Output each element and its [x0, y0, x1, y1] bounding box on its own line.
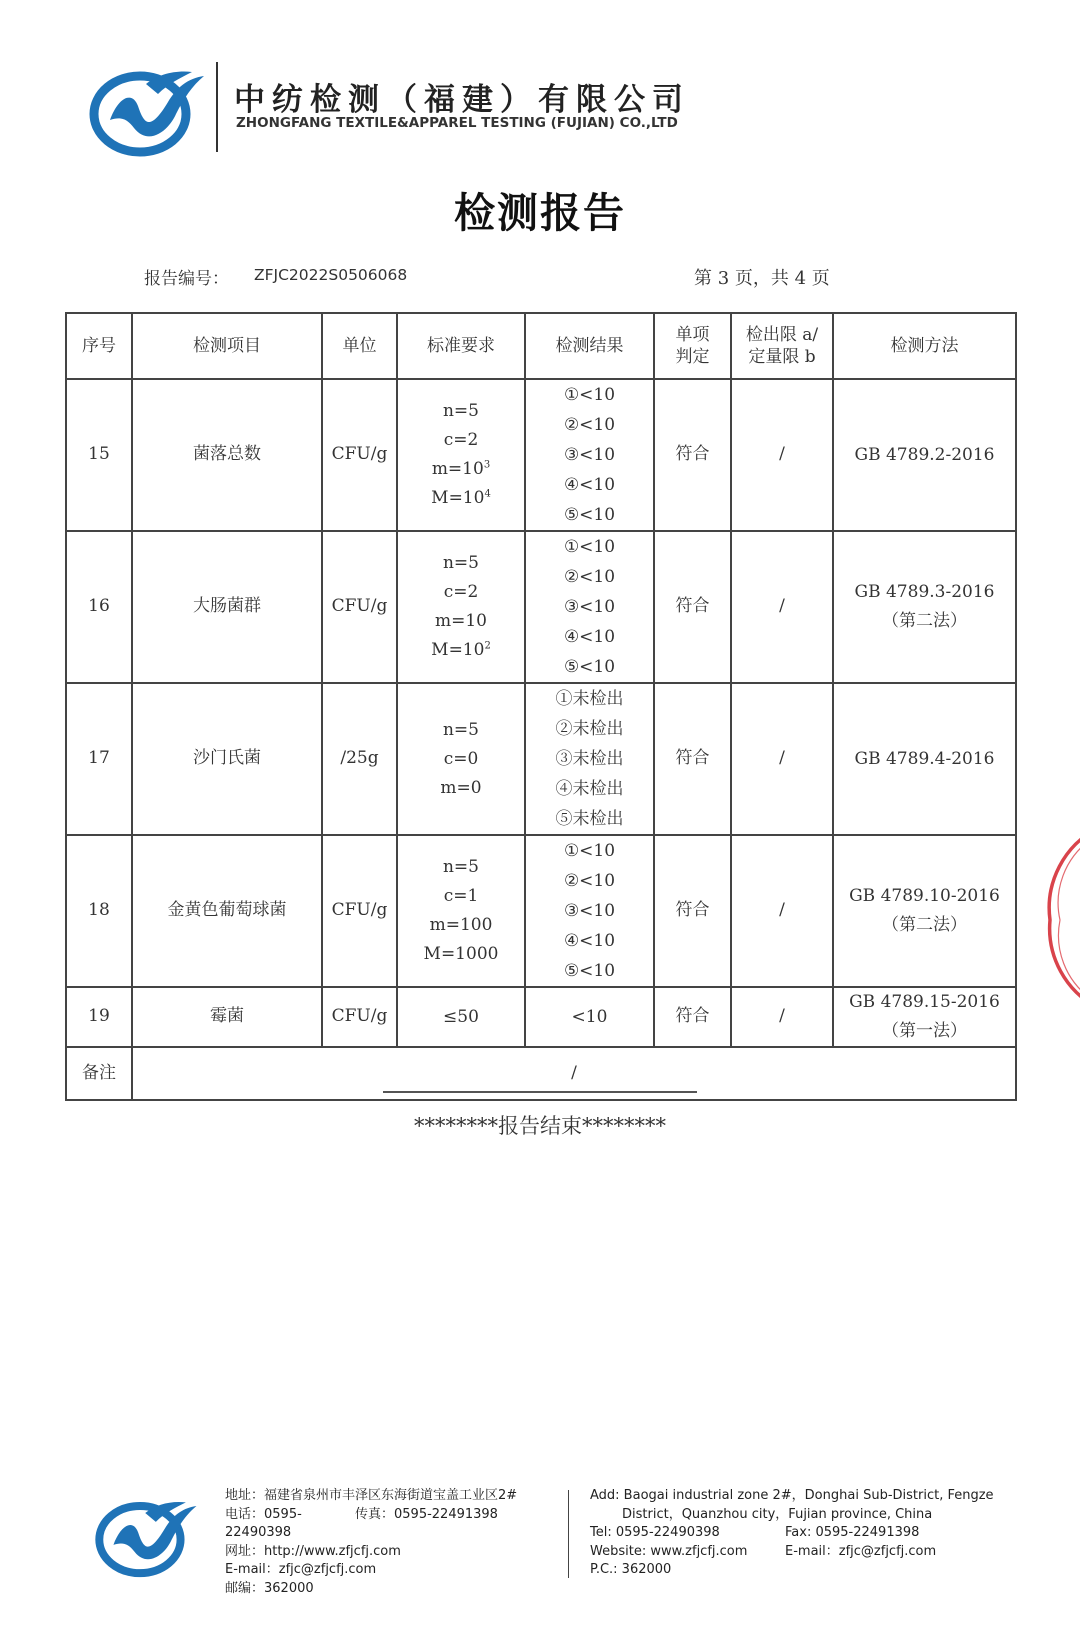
cell-result: [525, 683, 654, 835]
standard-value: n=5: [442, 857, 479, 877]
cell-standard: [397, 987, 525, 1047]
footer-tel-en: Tel: 0595-22490398: [590, 1525, 720, 1540]
cell-standard: [397, 531, 525, 683]
page-info: 第 3 页，共 4 页: [694, 268, 830, 289]
standard-value: m=0: [440, 777, 482, 798]
cell-method: [833, 379, 1016, 531]
result-value: ②<10: [563, 415, 616, 435]
method-line: （第二法）: [882, 611, 967, 631]
result-value: ③<10: [563, 597, 616, 617]
method-line: GB 4789.4-2016: [854, 748, 995, 769]
cell-item: 大肠菌群: [132, 531, 322, 683]
standard-line: [398, 774, 524, 803]
standard-line: [398, 484, 524, 513]
report-end-text: ********报告结束********: [414, 1114, 666, 1138]
table-header-row: [66, 313, 1016, 379]
result-value: ⑤<10: [563, 505, 616, 525]
standard-line: [398, 853, 524, 882]
standard-exponent: 4: [484, 488, 491, 500]
result-value: <10: [571, 1007, 608, 1027]
standard-value: m=10: [431, 459, 484, 479]
method-line: （第二法）: [882, 915, 967, 935]
table-row: [66, 531, 1016, 683]
table-row: [66, 379, 1016, 531]
standard-value: c=2: [443, 582, 479, 602]
cell-unit: CFU/g: [322, 531, 397, 683]
table-row: [66, 987, 1016, 1047]
result-value: ⑤<10: [563, 657, 616, 677]
result-value: ⑤未检出: [555, 809, 624, 829]
cell-item: 霉菌: [132, 987, 322, 1047]
header-item: 检测项目: [132, 313, 322, 379]
cell-standard: [397, 835, 525, 987]
standard-line: [398, 911, 524, 940]
standard-line: [398, 578, 524, 607]
footer-zip-cn: 邮编：362000: [225, 1580, 314, 1596]
standard-value: n=5: [442, 719, 479, 740]
footer-web-en: Website: www.zfjcfj.com: [590, 1543, 748, 1559]
cell-limit: /: [731, 987, 833, 1047]
standard-value: ≤50: [443, 1006, 479, 1027]
method-line: GB 4789.2-2016: [854, 444, 995, 465]
footer-email-cn: E-mail：zfjc@zfjcfj.com: [225, 1562, 377, 1577]
standard-value: n=5: [442, 553, 479, 573]
remark-value: /: [132, 1047, 1016, 1100]
standard-line: [398, 549, 524, 578]
result-value: ②<10: [563, 567, 616, 587]
cell-seq: 17: [66, 683, 132, 835]
results-table: [65, 312, 1017, 1101]
header-method: 检测方法: [833, 313, 1016, 379]
method-line: GB 4789.3-2016: [854, 582, 995, 602]
result-value: ①未检出: [555, 689, 624, 709]
footer-zip-en: P.C.: 362000: [590, 1562, 672, 1577]
standard-line: [398, 940, 524, 969]
cell-result: [525, 531, 654, 683]
footer-address-en-2: District，Quanzhou city，Fujian province, China: [622, 1506, 933, 1522]
footer-contact-cn: [225, 1487, 517, 1598]
result-value: ④<10: [563, 627, 616, 647]
method-line: GB 4789.10-2016: [849, 886, 1000, 906]
cell-limit: /: [731, 531, 833, 683]
standard-line: [398, 607, 524, 636]
official-seal-stamp: [1040, 820, 1080, 1010]
cell-result: [525, 835, 654, 987]
result-value: ②未检出: [555, 719, 624, 739]
result-value: ①<10: [563, 537, 616, 557]
header-limit-line1: 检出限 a/: [745, 324, 819, 345]
footer-address-cn: 地址：福建省泉州市丰泽区东海街道宝盖工业区2#: [225, 1488, 518, 1503]
standard-line: [398, 882, 524, 911]
table-row: [66, 683, 1016, 835]
cell-limit: /: [731, 835, 833, 987]
header-limit-line2: 定量限 b: [748, 347, 816, 367]
footer-divider: [568, 1490, 569, 1578]
standard-value: M=10: [431, 640, 485, 660]
cell-standard: [397, 379, 525, 531]
cell-judge: 符合: [654, 379, 731, 531]
header-judge-line1: 单项: [675, 324, 710, 345]
footer-address-en-1: Add: Baogai industrial zone 2#，Donghai Sub-District, Fengze: [590, 1488, 994, 1503]
standard-value: m=100: [429, 915, 493, 935]
cell-unit: CFU/g: [322, 987, 397, 1047]
standard-value: n=5: [442, 401, 479, 421]
cell-judge: 符合: [654, 531, 731, 683]
cell-seq: 16: [66, 531, 132, 683]
document-title: 检测报告: [454, 189, 626, 237]
standard-value: M=1000: [423, 944, 499, 964]
cell-unit: CFU/g: [322, 835, 397, 987]
standard-value: c=0: [443, 748, 479, 769]
standard-exponent: 3: [483, 459, 491, 471]
remark-label: 备注: [66, 1047, 132, 1100]
result-value: ④未检出: [555, 779, 624, 799]
cell-unit: /25g: [322, 683, 397, 835]
standard-value: M=10: [431, 488, 485, 508]
standard-line: [398, 455, 524, 484]
header-divider: [216, 62, 218, 152]
cell-limit: /: [731, 379, 833, 531]
cell-judge: 符合: [654, 683, 731, 835]
end-separator: [383, 1091, 697, 1093]
standard-line: [398, 1003, 524, 1032]
cell-method: [833, 835, 1016, 987]
result-value: ④<10: [563, 931, 616, 951]
company-name-en: ZHONGFANG TEXTILE&APPAREL TESTING (FUJIAN) CO.,LTD: [236, 115, 678, 131]
standard-value: m=10: [435, 611, 487, 631]
footer-email-en: E-mail：zfjc@zfjcfj.com: [785, 1543, 937, 1559]
footer-contact-en: [590, 1487, 1010, 1580]
standard-line: [398, 716, 524, 745]
report-number: ZFJC2022S0506068: [254, 266, 408, 284]
method-line: （第一法）: [882, 1021, 967, 1041]
cell-item: 金黄色葡萄球菌: [132, 835, 322, 987]
standard-line: [398, 397, 524, 426]
header-seq: 序号: [66, 313, 132, 379]
result-value: ④<10: [563, 475, 616, 495]
result-value: ②<10: [563, 871, 616, 891]
standard-value: c=1: [443, 886, 479, 906]
result-value: ①<10: [563, 841, 616, 861]
cell-method: [833, 987, 1016, 1047]
cell-judge: 符合: [654, 835, 731, 987]
standard-exponent: 2: [484, 640, 491, 652]
footer-fax-cn: 传真：0595-22491398: [355, 1506, 498, 1522]
footer-web-cn: 网址：http://www.zfjcfj.com: [225, 1543, 401, 1559]
method-line: GB 4789.15-2016: [849, 992, 1000, 1012]
cell-method: [833, 683, 1016, 835]
result-value: ③<10: [563, 901, 616, 921]
result-value: ③<10: [563, 445, 616, 465]
cell-method: [833, 531, 1016, 683]
result-value: ③未检出: [555, 749, 624, 769]
cell-unit: CFU/g: [322, 379, 397, 531]
cell-seq: 15: [66, 379, 132, 531]
report-number-label: 报告编号：: [144, 269, 229, 289]
cell-item: 菌落总数: [132, 379, 322, 531]
result-value: ⑤<10: [563, 961, 616, 981]
footer-fax-en: Fax: 0595-22491398: [785, 1525, 920, 1540]
cell-item: 沙门氏菌: [132, 683, 322, 835]
header-result: 检测结果: [525, 313, 654, 379]
company-logo: [88, 62, 208, 158]
standard-line: [398, 636, 524, 665]
cell-standard: [397, 683, 525, 835]
standard-line: [398, 745, 524, 774]
standard-value: c=2: [443, 430, 479, 450]
cell-seq: 19: [66, 987, 132, 1047]
company-name-cn: 中纺检测（福建）有限公司: [234, 82, 690, 118]
cell-limit: /: [731, 683, 833, 835]
cell-judge: 符合: [654, 987, 731, 1047]
table-row: [66, 835, 1016, 987]
footer-logo: [94, 1493, 200, 1579]
cell-seq: 18: [66, 835, 132, 987]
cell-result: [525, 987, 654, 1047]
result-value: ①<10: [563, 385, 616, 405]
header-judge-line2: 判定: [675, 347, 710, 367]
footer-tel-cn: 电话：0595-22490398: [225, 1506, 302, 1540]
header-unit: 单位: [322, 313, 397, 379]
header-limit: [731, 313, 833, 379]
cell-result: [525, 379, 654, 531]
header-judge: [654, 313, 731, 379]
header-standard: 标准要求: [397, 313, 525, 379]
standard-line: [398, 426, 524, 455]
